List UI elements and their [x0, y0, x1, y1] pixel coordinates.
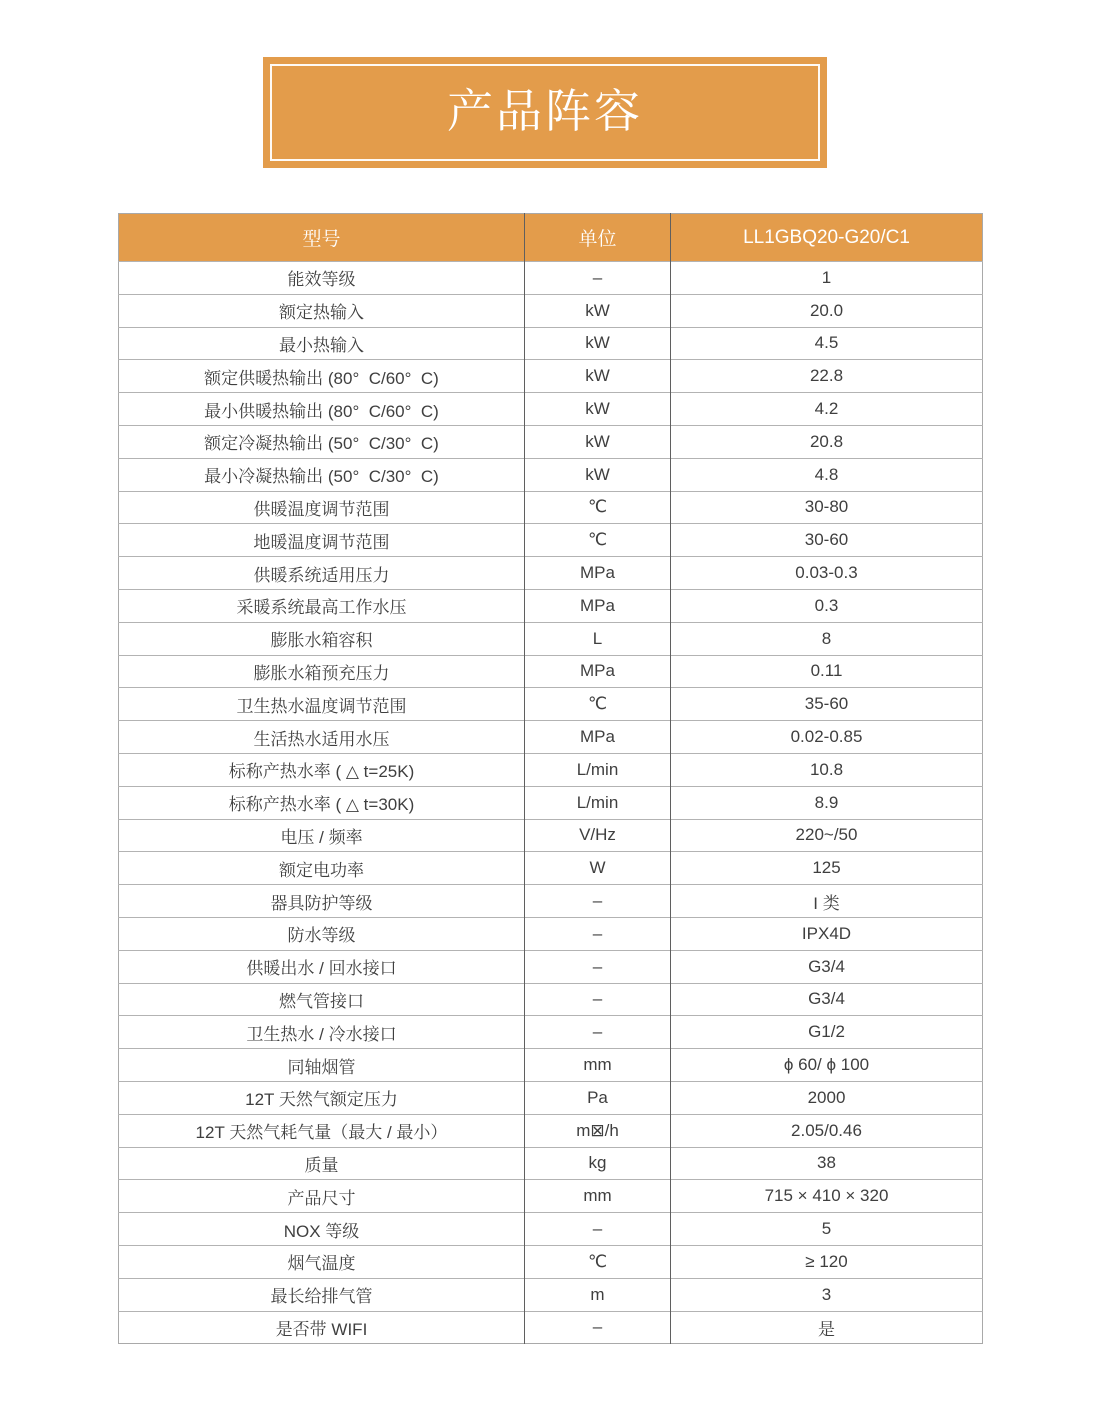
table-row — [119, 1081, 983, 1114]
table-row — [119, 393, 983, 426]
spec-unit-cell: MPa — [525, 721, 671, 754]
spec-value-cell: 30-80 — [671, 491, 983, 524]
spec-unit-cell: – — [525, 262, 671, 295]
spec-label-cell: 额定供暖热输出 (80° C/60° C) — [119, 360, 525, 393]
spec-value-cell: 2000 — [671, 1081, 983, 1114]
table-row — [119, 1016, 983, 1049]
spec-unit-cell: ℃ — [525, 524, 671, 557]
spec-label-cell: NOX 等级 — [119, 1213, 525, 1246]
spec-value-cell: 10.8 — [671, 753, 983, 786]
spec-unit-cell: ℃ — [525, 491, 671, 524]
table-row — [119, 360, 983, 393]
spec-label-cell: 膨胀水箱预充压力 — [119, 655, 525, 688]
spec-label-cell: 供暖出水 / 回水接口 — [119, 950, 525, 983]
spec-value-cell: ϕ 60/ ϕ 100 — [671, 1049, 983, 1082]
spec-value-cell: 8.9 — [671, 786, 983, 819]
table-row — [119, 622, 983, 655]
spec-value-cell: 3 — [671, 1278, 983, 1311]
spec-unit-cell: m — [525, 1278, 671, 1311]
table-row — [119, 917, 983, 950]
table-row — [119, 1278, 983, 1311]
spec-value-cell: 125 — [671, 852, 983, 885]
spec-label-cell: 器具防护等级 — [119, 885, 525, 918]
spec-label-cell: 额定电功率 — [119, 852, 525, 885]
spec-label-cell: 是否带 WIFI — [119, 1311, 525, 1344]
column-header-product-model: LL1GBQ20-G20/C1 — [671, 214, 983, 262]
spec-value-cell: 0.02-0.85 — [671, 721, 983, 754]
spec-value-cell: G1/2 — [671, 1016, 983, 1049]
spec-unit-cell: ℃ — [525, 688, 671, 721]
spec-value-cell: 0.11 — [671, 655, 983, 688]
banner-inner-frame — [270, 64, 820, 161]
column-header-unit: 单位 — [525, 214, 671, 262]
spec-value-cell: 1 — [671, 262, 983, 295]
spec-unit-cell: mm — [525, 1180, 671, 1213]
spec-label-cell: 质量 — [119, 1147, 525, 1180]
table-row — [119, 524, 983, 557]
table-row — [119, 819, 983, 852]
spec-label-cell: 地暖温度调节范围 — [119, 524, 525, 557]
spec-label-cell: 产品尺寸 — [119, 1180, 525, 1213]
page-title: 产品阵容 — [447, 84, 643, 137]
spec-unit-cell: ℃ — [525, 1245, 671, 1278]
spec-value-cell: 5 — [671, 1213, 983, 1246]
spec-unit-cell: kW — [525, 327, 671, 360]
table-row — [119, 885, 983, 918]
table-row — [119, 721, 983, 754]
table-row — [119, 655, 983, 688]
spec-value-cell: 38 — [671, 1147, 983, 1180]
table-row — [119, 950, 983, 983]
spec-label-cell: 同轴烟管 — [119, 1049, 525, 1082]
spec-unit-cell: m⊠/h — [525, 1114, 671, 1147]
table-row — [119, 557, 983, 590]
spec-unit-cell: – — [525, 1311, 671, 1344]
spec-value-cell: I 类 — [671, 885, 983, 918]
product-lineup-banner — [263, 57, 827, 168]
spec-label-cell: 标称产热水率 ( △ t=25K) — [119, 753, 525, 786]
spec-label-cell: 卫生热水 / 冷水接口 — [119, 1016, 525, 1049]
spec-label-cell: 额定冷凝热输出 (50° C/30° C) — [119, 425, 525, 458]
spec-label-cell: 电压 / 频率 — [119, 819, 525, 852]
spec-label-cell: 供暖系统适用压力 — [119, 557, 525, 590]
spec-value-cell: 220~/50 — [671, 819, 983, 852]
spec-unit-cell: kW — [525, 360, 671, 393]
spec-table-body — [119, 262, 983, 1344]
spec-label-cell: 12T 天然气额定压力 — [119, 1081, 525, 1114]
spec-unit-cell: Pa — [525, 1081, 671, 1114]
spec-unit-cell: – — [525, 1016, 671, 1049]
spec-unit-cell: MPa — [525, 557, 671, 590]
table-row — [119, 753, 983, 786]
spec-unit-cell: MPa — [525, 655, 671, 688]
table-row — [119, 458, 983, 491]
spec-label-cell: 燃气管接口 — [119, 983, 525, 1016]
spec-label-cell: 标称产热水率 ( △ t=30K) — [119, 786, 525, 819]
spec-value-cell: 0.03-0.3 — [671, 557, 983, 590]
spec-label-cell: 最小热输入 — [119, 327, 525, 360]
table-row — [119, 852, 983, 885]
spec-value-cell: 8 — [671, 622, 983, 655]
table-row — [119, 294, 983, 327]
table-row — [119, 1213, 983, 1246]
spec-unit-cell: – — [525, 1213, 671, 1246]
spec-value-cell: IPX4D — [671, 917, 983, 950]
spec-value-cell: 20.0 — [671, 294, 983, 327]
spec-unit-cell: mm — [525, 1049, 671, 1082]
spec-unit-cell: – — [525, 885, 671, 918]
table-header-row — [119, 214, 983, 262]
table-row — [119, 491, 983, 524]
spec-label-cell: 12T 天然气耗气量（最大 / 最小） — [119, 1114, 525, 1147]
table-row — [119, 589, 983, 622]
spec-unit-cell: kW — [525, 458, 671, 491]
spec-unit-cell: L/min — [525, 753, 671, 786]
spec-value-cell: 35-60 — [671, 688, 983, 721]
spec-value-cell: 22.8 — [671, 360, 983, 393]
spec-table — [118, 213, 983, 1344]
table-row — [119, 786, 983, 819]
spec-unit-cell: kW — [525, 294, 671, 327]
table-row — [119, 1311, 983, 1344]
spec-label-cell: 防水等级 — [119, 917, 525, 950]
spec-label-cell: 卫生热水温度调节范围 — [119, 688, 525, 721]
column-header-model: 型号 — [119, 214, 525, 262]
spec-label-cell: 供暖温度调节范围 — [119, 491, 525, 524]
spec-unit-cell: – — [525, 983, 671, 1016]
spec-unit-cell: MPa — [525, 589, 671, 622]
spec-value-cell: G3/4 — [671, 983, 983, 1016]
spec-value-cell: 715 × 410 × 320 — [671, 1180, 983, 1213]
spec-label-cell: 生活热水适用水压 — [119, 721, 525, 754]
table-row — [119, 425, 983, 458]
spec-unit-cell: kg — [525, 1147, 671, 1180]
spec-unit-cell: kW — [525, 425, 671, 458]
spec-unit-cell: L/min — [525, 786, 671, 819]
table-row — [119, 1114, 983, 1147]
spec-unit-cell: kW — [525, 393, 671, 426]
spec-unit-cell: – — [525, 950, 671, 983]
spec-value-cell: ≥ 120 — [671, 1245, 983, 1278]
spec-unit-cell: – — [525, 917, 671, 950]
table-row — [119, 1245, 983, 1278]
table-row — [119, 262, 983, 295]
spec-label-cell: 采暖系统最高工作水压 — [119, 589, 525, 622]
spec-unit-cell: W — [525, 852, 671, 885]
spec-value-cell: 20.8 — [671, 425, 983, 458]
spec-value-cell: G3/4 — [671, 950, 983, 983]
spec-label-cell: 最小冷凝热输出 (50° C/30° C) — [119, 458, 525, 491]
table-row — [119, 1180, 983, 1213]
table-row — [119, 1147, 983, 1180]
spec-value-cell: 0.3 — [671, 589, 983, 622]
spec-label-cell: 膨胀水箱容积 — [119, 622, 525, 655]
spec-value-cell: 30-60 — [671, 524, 983, 557]
spec-value-cell: 2.05/0.46 — [671, 1114, 983, 1147]
spec-label-cell: 最小供暖热输出 (80° C/60° C) — [119, 393, 525, 426]
table-row — [119, 688, 983, 721]
table-row — [119, 983, 983, 1016]
spec-value-cell: 是 — [671, 1311, 983, 1344]
table-row — [119, 1049, 983, 1082]
spec-unit-cell: V/Hz — [525, 819, 671, 852]
spec-label-cell: 额定热输入 — [119, 294, 525, 327]
spec-label-cell: 能效等级 — [119, 262, 525, 295]
spec-label-cell: 最长给排气管 — [119, 1278, 525, 1311]
spec-value-cell: 4.2 — [671, 393, 983, 426]
spec-label-cell: 烟气温度 — [119, 1245, 525, 1278]
table-row — [119, 327, 983, 360]
spec-unit-cell: L — [525, 622, 671, 655]
spec-value-cell: 4.5 — [671, 327, 983, 360]
spec-value-cell: 4.8 — [671, 458, 983, 491]
